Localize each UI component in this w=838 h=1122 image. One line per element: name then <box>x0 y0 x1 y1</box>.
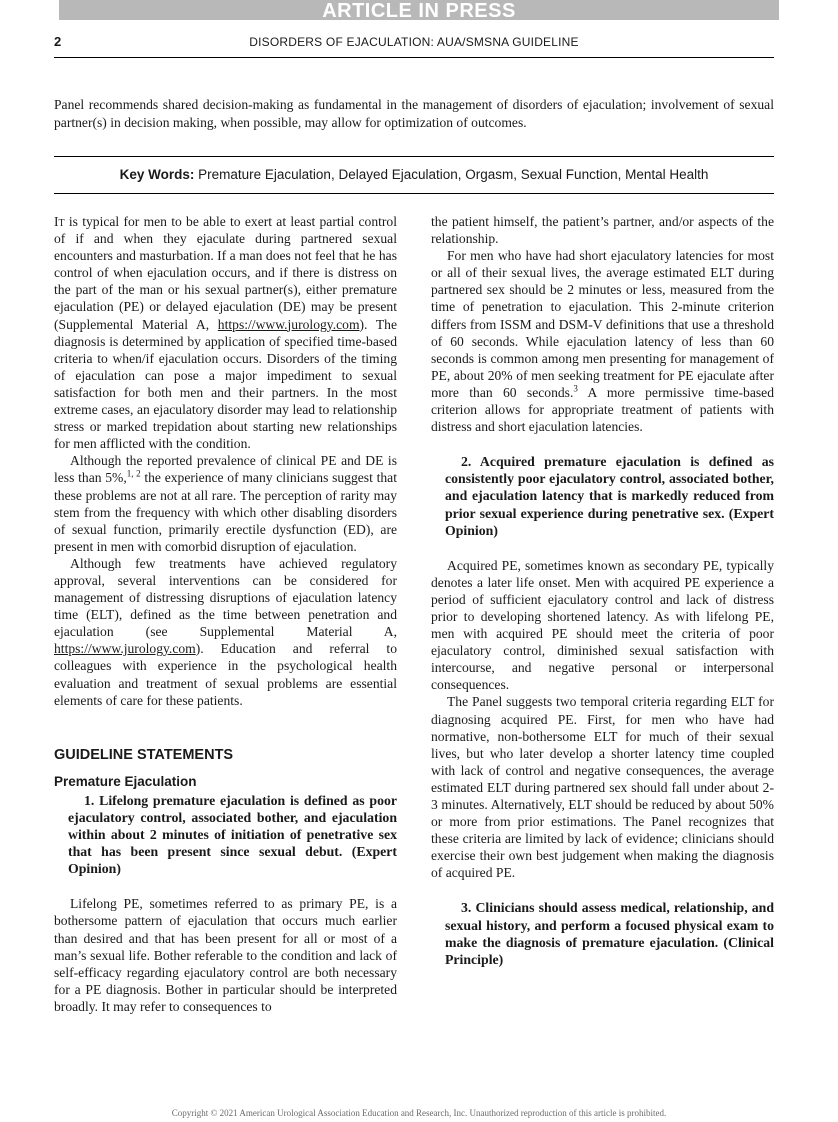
left-column <box>54 213 397 1015</box>
jurology-link[interactable]: https://www.jurology.com <box>217 316 360 332</box>
header-rule <box>54 57 774 58</box>
continuation-paragraph: the patient himself, the patient’s partner, and/or aspects of the relationship. <box>431 214 774 247</box>
acquired-pe-paragraph: Acquired PE, sometimes known as secondary PE, typically denotes a later life onset. Men with acquired PE experience a period of sufficient ejaculatory control and lack of distress prior to developing shortened latency. As with lifelong PE, men with acquired PE should meet the criteria of poor ejaculatory control, diminished sexual satisfaction with intercourse, and negative personal or interpersonal consequences. <box>431 557 774 693</box>
temporal-criteria-paragraph: The Panel suggests two temporal criteria regarding ELT for diagnosing acquired PE. First, for men who have had normative, non-bothersome ELT for much of their sexual lives, but who later develop a shorter latency time coupled with lack of control and negative consequences, the average estimated ELT during partnered sex should fall under about 2-3 minutes. Alternatively, ELT should be reduced by about 50% or more from prior estimations. The Panel recognizes that these criteria are limited by lack of evidence; clinicians should exercise their own best judgement when making the diagnosis of acquired PE. <box>431 694 774 881</box>
article-in-press-banner: ARTICLE IN PRESS <box>59 0 779 20</box>
keywords <box>54 167 774 182</box>
lifelong-pe-paragraph: Lifelong PE, sometimes referred to as primary PE, is a bothersome pattern of ejaculation that occurs much earlier than desired and that has been present for all or most of a man’s sexual life. Bother referable to the condition and lack of self-efficacy regarding ejaculatory control are both necessary for a PE diagnosis. Bother in particular should be interpreted broadly. It may refer to consequences to <box>54 896 397 1014</box>
keywords-bottom-rule <box>54 193 774 194</box>
keywords-label: Key Words: <box>119 167 195 182</box>
citation-1-2[interactable]: 1, 2 <box>126 468 141 479</box>
running-title: DISORDERS OF EJACULATION: AUA/SMSNA GUIDELINE <box>249 35 579 49</box>
jurology-link[interactable]: https://www.jurology.com <box>54 641 196 657</box>
abstract-tail: Panel recommends shared decision-making as fundamental in the management of disorders of ejaculation; involvement of sexual partner(s) in decision making, when possible, may allow for optimization of outcomes. <box>54 97 774 130</box>
keywords-top-rule <box>54 156 774 157</box>
guideline-statement-1: 1. Lifelong premature ejaculation is defined as poor ejaculatory control, associated bother, and ejaculation within about 2 minutes of initiation of penetrative sex that has been present since sexual debut. (Expert Opinion) <box>68 792 397 877</box>
guideline-statement-3: 3. Clinicians should assess medical, relationship, and sexual history, and perform a focused physical exam to make the diagnosis of premature ejaculation. (Clinical Principle) <box>445 900 774 967</box>
citation-3[interactable]: 3 <box>573 383 578 394</box>
guideline-statement-2: 2. Acquired premature ejaculation is defined as consistently poor ejaculatory control, associated bother, and ejaculation latency that is markedly reduced from prior sexual experience during penetrative sex. (Expert Opinion) <box>445 454 774 538</box>
drop-cap: It <box>54 214 65 229</box>
keywords-text: Premature Ejaculation, Delayed Ejaculation, Orgasm, Sexual Function, Mental Health <box>198 167 709 182</box>
elt-paragraph: For men who have had short ejaculatory latencies for most or all of their sexual lives, the average estimated ELT during partnered sex should be 2 minutes or less, measured from the time of penetration to ejaculation. This 2-minute criterion differs from ISSM and DSM-V definitions that use a threshold of 60 seconds. While ejaculation latency of less than 60 seconds is common among men presenting for management of PE, about 20% of men seeking treatment for PE ejaculate after more than 60 seconds.$^3$ A more permissive time-based criterion allows for appropriate treatment of patients with distress and short ejaculation latencies. <box>431 248 774 435</box>
section-heading: GUIDELINE STATEMENTS <box>54 746 234 763</box>
copyright-footer: Copyright © 2021 American Urological Association Education and Research, Inc. Unauthorized reproduction of this article is prohibited. <box>171 1108 667 1118</box>
intro-paragraph-2: Although the reported prevalence of clinical PE and DE is less than 5%,$^{1, 2}$ the experience of many clinicians suggest that these problems are not at all rare. The perception of rarity may stem from the frequency with which other disabling disorders of sexual function, primarily erectile dysfunction (ED), are present in men with comorbid disruption of ejaculation. <box>54 453 397 554</box>
intro-paragraph-3: Although few treatments have achieved regulatory approval, several interventions can be considered for management of distressing disruptions of ejaculation latency time (ELT), defined as the time between penetration and ejaculation (see Supplemental Material A, https://www.jurology.com). Education and referral to colleagues with experience in the psychological health evaluation and treatment of sexual problems are essential elements of care for these patients. <box>54 555 397 708</box>
page-number: 2 <box>54 34 62 49</box>
subsection-heading: Premature Ejaculation <box>54 773 197 789</box>
intro-paragraph-1: It is typical for men to be able to exert at least partial control of if and when they ejaculate during partnered sexual encounters and masturbation. If a man does not feel that he has control of when ejaculation occurs, and if there is distress on the part of the man or his sexual partner(s), either premature ejaculation (PE) or delayed ejaculation (DE) may be present (Supplemental Material A, https://www.jurology.com). The diagnosis is determined by application of specified time-based criteria to when/if ejaculation occurs. Disorders of the timing of ejaculation can pose a major impediment to sexual satisfaction for both men and their partners. In the most extreme cases, an ejaculatory disorder may lead to relationship stress or marked trepidation about starting new relationships for men afflicted with the condition. <box>54 214 397 452</box>
right-column <box>431 213 774 968</box>
